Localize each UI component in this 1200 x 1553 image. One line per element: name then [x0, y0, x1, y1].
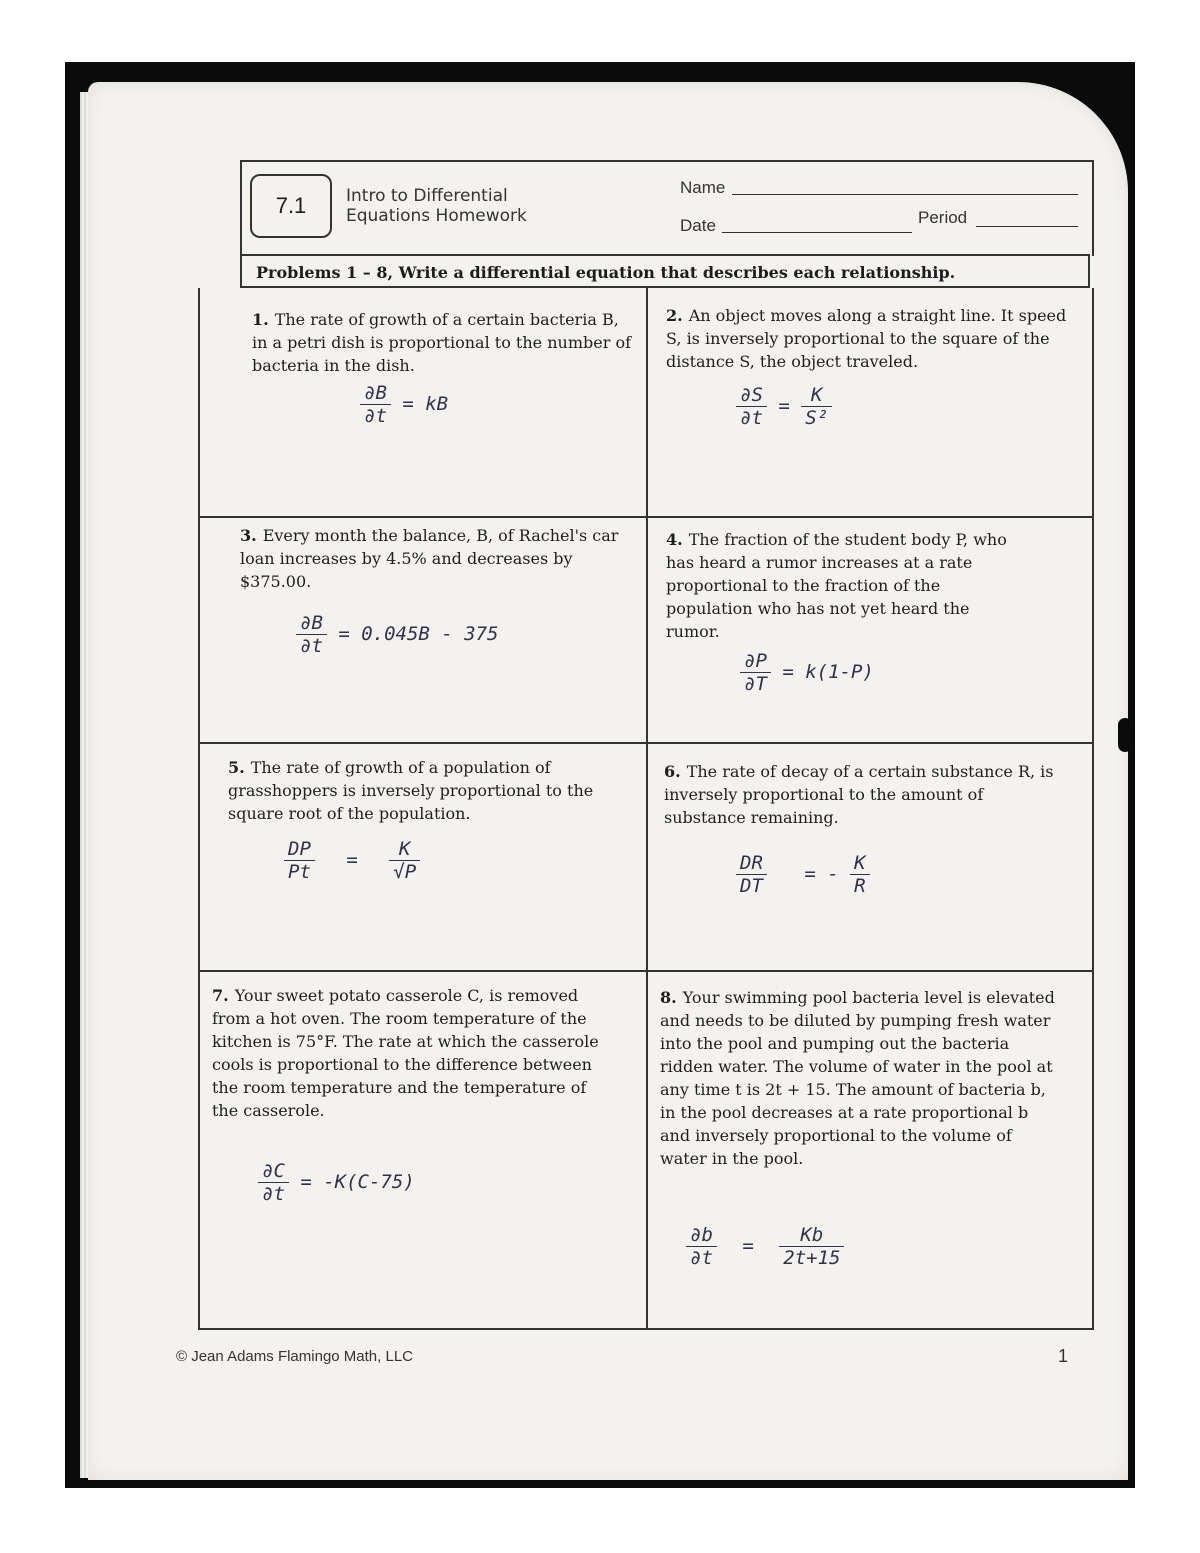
problem-number-5: 5.	[228, 758, 245, 777]
problem-text-7	[212, 984, 602, 1122]
answer-4	[740, 650, 874, 695]
answer-2-denominator: ∂t	[740, 407, 763, 429]
answer-2-equals: =	[778, 395, 790, 417]
answer-6-numerator: DR	[740, 852, 763, 874]
answer-1	[360, 382, 448, 427]
problem-text-4	[666, 528, 1026, 643]
answer-5-numerator: DP	[288, 838, 311, 860]
problem-cell-6	[646, 742, 1092, 970]
problem-number-8: 8.	[660, 988, 677, 1007]
answer-7-rhs: = -K(C-75)	[300, 1171, 415, 1193]
unit-number: 7.1	[275, 193, 307, 218]
problem-cell-7	[200, 970, 646, 1328]
answer-4-numerator: ∂P	[744, 650, 767, 672]
problem-number-2: 2.	[666, 306, 683, 325]
problem-statement-7: Your sweet potato casserole C, is removed from a hot oven. The room temperature of the kitchen is 75°F. The rate at which the casserole cools is proportional to the difference between the room temperature and the temperature of the casserole.	[212, 986, 599, 1120]
answer-3-numerator: ∂B	[300, 612, 323, 634]
problem-number-1: 1.	[252, 310, 269, 329]
problem-text-3	[240, 524, 620, 593]
unit-number-box	[250, 174, 332, 238]
instructions: Problems 1 – 8, Write a differential equation that describes each relationship.	[240, 254, 1090, 288]
binder-hole	[1118, 718, 1132, 752]
problem-statement-5: The rate of growth of a population of grasshoppers is inversely proportional to the square root of the population.	[228, 758, 594, 823]
answer-2-rhs-denominator: S²	[805, 407, 829, 429]
problem-text-8	[660, 986, 1060, 1170]
answer-5	[284, 838, 420, 883]
date-label: Date	[680, 216, 716, 235]
problem-text-2	[666, 304, 1076, 373]
answer-8-equals: =	[742, 1235, 754, 1257]
problem-statement-6: The rate of decay of a certain substance R, is inversely proportional to the amount of substance remaining.	[664, 762, 1054, 827]
name-field[interactable]	[732, 194, 1078, 195]
problem-number-7: 7.	[212, 986, 229, 1005]
problem-number-3: 3.	[240, 526, 257, 545]
answer-3-rhs: = 0.045B - 375	[338, 623, 499, 645]
problem-cell-3	[200, 516, 646, 742]
answer-3	[296, 612, 499, 657]
name-label: Name	[680, 178, 726, 197]
problem-cell-4	[646, 516, 1092, 742]
answer-1-rhs: = kB	[402, 393, 449, 415]
answer-1-denominator: ∂t	[364, 405, 387, 427]
answer-7-numerator: ∂C	[262, 1160, 285, 1182]
period-field[interactable]	[976, 226, 1078, 227]
problem-cell-1	[200, 288, 646, 516]
problem-statement-1: The rate of growth of a certain bacteria B, in a petri dish is proportional to the number of bacteria in the dish.	[252, 310, 631, 375]
answer-8-denominator: ∂t	[690, 1247, 713, 1269]
answer-8-rhs-denominator: 2t+15	[783, 1247, 841, 1269]
problem-cell-2	[646, 288, 1092, 516]
answer-7-denominator: ∂t	[262, 1183, 285, 1205]
problem-grid	[198, 288, 1094, 1330]
problem-statement-2: An object moves along a straight line. It speed S, is inversely proportional to the square of the distance S, the object traveled.	[666, 306, 1067, 371]
date-field[interactable]	[722, 232, 912, 233]
title-line-1: Intro to Differential	[346, 186, 508, 206]
answer-8-rhs-numerator: Kb	[800, 1224, 824, 1246]
problem-text-5	[228, 756, 608, 825]
problem-statement-8: Your swimming pool bacteria level is elevated and needs to be diluted by pumping fresh water into the pool and pumping out the bacteria ridden water. The volume of water in the pool at any time t is 2t + 15. The amount of bacteria b, in the pool decreases at a rate proportional b and inversely proportional to the volume of water in the pool.	[660, 988, 1055, 1168]
copyright: © Jean Adams Flamingo Math, LLC	[176, 1348, 413, 1365]
answer-5-denominator: Pt	[288, 861, 311, 883]
answer-7	[258, 1160, 415, 1205]
problem-cell-5	[200, 742, 646, 970]
answer-4-rhs: = k(1-P)	[782, 661, 874, 683]
answer-6	[736, 852, 870, 897]
answer-6-equals: = -	[804, 863, 839, 885]
page-number: 1	[1058, 1346, 1069, 1366]
answer-1-numerator: ∂B	[364, 382, 387, 404]
worksheet-title	[346, 186, 596, 226]
answer-2-numerator: ∂S	[740, 384, 763, 406]
answer-5-rhs-numerator: K	[398, 838, 411, 860]
problem-statement-3: Every month the balance, B, of Rachel's car loan increases by 4.5% and decreases by $375.00.	[240, 526, 619, 591]
answer-3-denominator: ∂t	[300, 635, 323, 657]
problem-statement-4: The fraction of the student body P, who has heard a rumor increases at a rate proportional to the fraction of the population who has not yet heard the rumor.	[666, 530, 1007, 641]
problem-text-1	[252, 308, 636, 377]
problem-text-6	[664, 760, 1054, 829]
answer-4-denominator: ∂T	[744, 673, 767, 695]
answer-8-numerator: ∂b	[690, 1224, 713, 1246]
answer-5-equals: =	[346, 849, 358, 871]
title-line-2: Equations Homework	[346, 206, 527, 226]
answer-8	[686, 1224, 844, 1269]
answer-6-denominator: DT	[740, 875, 763, 897]
problem-cell-8	[646, 970, 1092, 1328]
answer-6-rhs-numerator: K	[854, 852, 866, 874]
answer-2	[736, 384, 832, 429]
worksheet-header	[240, 160, 1094, 256]
problem-number-4: 4.	[666, 530, 683, 549]
problem-number-6: 6.	[664, 762, 681, 781]
answer-5-rhs-denominator: √P	[393, 861, 417, 883]
worksheet	[168, 140, 1098, 1366]
answer-6-rhs-denominator: R	[854, 875, 866, 897]
period-label: Period	[918, 208, 968, 227]
answer-2-rhs-numerator: K	[810, 384, 823, 406]
